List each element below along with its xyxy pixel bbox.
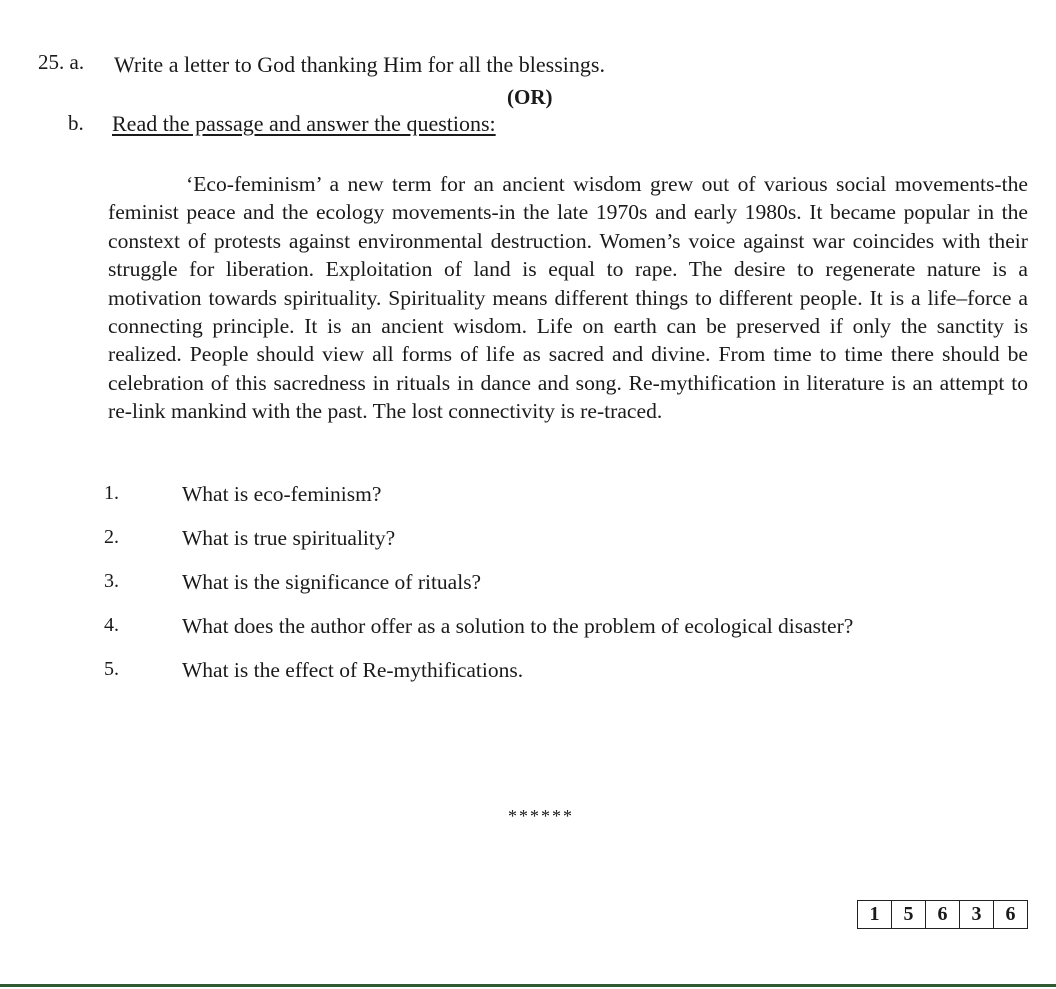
question-item-number: 5.: [104, 658, 119, 680]
question-item-number: 2.: [104, 526, 119, 548]
list-item: [104, 658, 1004, 702]
list-item: [104, 570, 1004, 614]
list-item: [104, 482, 1004, 526]
question-number: 25. a.: [38, 50, 85, 74]
code-digit: 1: [858, 901, 892, 928]
list-item: [104, 614, 1004, 658]
code-digit: 6: [926, 901, 960, 928]
question-item-number: 1.: [104, 482, 119, 504]
question-item-number: 3.: [104, 570, 119, 592]
list-item: [104, 526, 1004, 570]
code-digit: 5: [892, 901, 926, 928]
question-item-text: What is the significance of rituals?: [182, 570, 482, 594]
question-item-text: What is true spirituality?: [182, 526, 396, 550]
end-marker: ******: [508, 806, 574, 826]
question-list: [104, 482, 1004, 702]
paper-code: [857, 900, 1028, 929]
code-digit: 6: [1005, 903, 1016, 925]
part-b-label: b.: [68, 111, 84, 135]
or-separator: (OR): [507, 85, 553, 109]
bottom-rule: [0, 984, 1056, 987]
question-item-number: 4.: [104, 614, 119, 636]
question-item-text: What is the effect of Re-mythifications.: [182, 658, 524, 682]
question-item-text: What does the author offer as a solution to the problem of ecological disaster?: [182, 614, 854, 638]
question-part-a: Write a letter to God thanking Him for all the blessings.: [114, 52, 605, 77]
reading-passage: ‘Eco-feminism’ a new term for an ancient wisdom grew out of various social movements-the feminist peace and the ecology movements-in the late 1970s and early 1980s. It became popular in the constext of protests against environmental destruction. Women’s voice against war coincides with their struggle for liberation. Exploitation of land is equal to rape. The desire to regenerate nature is a motivation towards spirituality. Spirituality means different things to different people. It is a life–force a connecting principle. It is an ancient wisdom. Life on earth can be preserved if only the sanctity is realized. People should view all forms of life as sacred and divine. From time to time there should be celebration of this sacredness in rituals in dance and song. Re-mythification in literature is an attempt to re-link mankind with the past. The lost connectivity is re-traced.: [108, 172, 1028, 424]
question-item-text: What is eco-feminism?: [182, 482, 382, 506]
code-digit: 3: [960, 901, 994, 928]
question-part-b: Read the passage and answer the questions:: [112, 111, 496, 136]
